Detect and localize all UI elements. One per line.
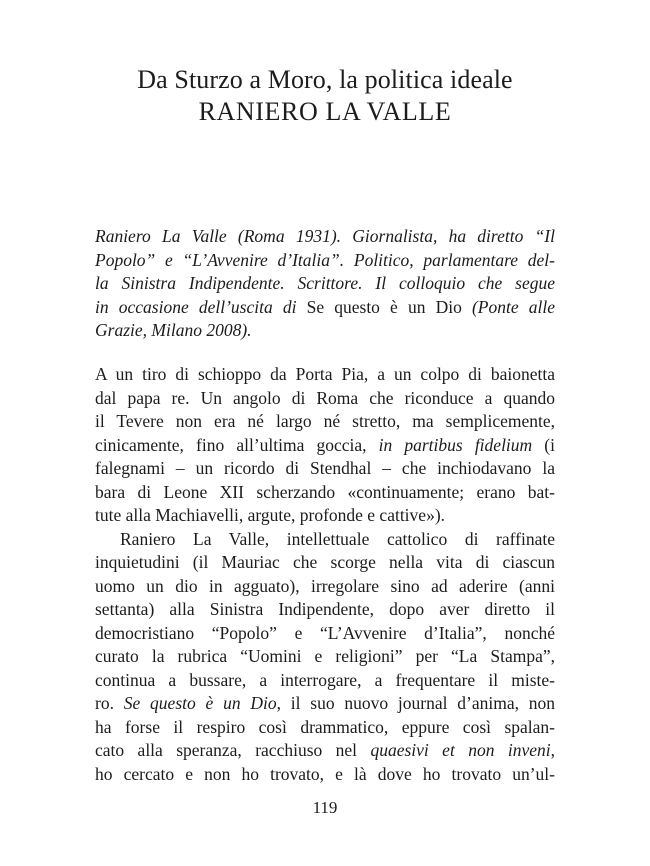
chapter-author-name: RANIERO LA VALLE [198,97,452,126]
text-run: cinicamente, fino all’ultima goccia, [95,434,379,455]
paragraph-line: Raniero La Valle, intellettuale cattolico di raffinate [120,528,555,549]
paragraph-line: falegnami – un ricordo di Stendhal – che inchiodavano la [95,458,555,478]
bio-text: in occasione dell’uscita di [95,296,307,317]
paragraph-line: democristiano “Popolo” e “L’Avvenire d’Italia”, nonché [95,622,555,643]
paragraph-line [95,692,555,716]
paragraph-line [95,434,555,458]
bio-line [95,296,555,320]
paragraph-line: curato la rubrica “Uomini e religioni” per “La Stampa”, [95,646,555,666]
author-bio [95,225,555,343]
book-title: Se questo è un Dio [123,693,277,713]
latin-phrase: quaesivi et non inveni [370,740,551,760]
paragraph-line: dal papa re. Un angolo di Roma che riconduce a quando [95,387,555,408]
paragraph-line: ha forse il respiro così drammatico, eppure così spalan- [95,716,555,737]
paragraph-line: tute alla Machiavelli, argute, profonde e cattive»). [95,505,446,525]
bio-text: (Ponte alle [461,296,555,317]
chapter-title-line: Da Sturzo a Moro, la politica ideale [137,65,513,94]
paragraph-line [95,739,555,763]
book-title: Se questo è un Dio [306,296,462,317]
page-number: 119 [312,798,338,817]
paragraph-line: inquietudini (il Mauriac che scorge nella vita di ciascun [95,552,555,572]
text-run: ro. [95,693,124,713]
chapter-title [95,64,555,128]
paragraph-line: settanta) alla Sinistra Indipendente, dopo aver diretto il [95,599,555,619]
bio-line: la Sinistra Indipendente. Scrittore. Il colloquio che segue [95,273,555,293]
text-run: (i [532,434,555,455]
text-run: , il suo nuovo journal d’anima, non [276,693,555,713]
body-text [95,363,555,786]
paragraph-line: ho cercato e non ho trovato, e là dove ho trovato un’ul- [95,763,555,784]
bio-line: Raniero La Valle (Roma 1931). Giornalista, ha diretto “Il [95,226,555,246]
text-run: cato alla speranza, racchiuso nel [95,740,371,760]
latin-phrase: in partibus fidelium [378,434,533,455]
paragraph-line: uomo un dio in agguato), irregolare sino ad aderire (anni [95,575,555,596]
bio-line: Grazie, Milano 2008). [95,320,252,340]
paragraph-line: bara di Leone XII scherzando «continuamente; erano bat- [95,481,555,502]
bio-line: Popolo” e “L’Avvenire d’Italia”. Politico, parlamentare del- [95,249,555,270]
text-run: , [550,740,555,760]
paragraph-line: il Tevere non era né largo né stretto, ma semplicemente, [95,411,555,431]
paragraph-line: A un tiro di schioppo da Porta Pia, a un colpo di baionetta [95,364,555,384]
paragraph-line: continua a bussare, a interrogare, a frequentare il miste- [95,669,555,690]
